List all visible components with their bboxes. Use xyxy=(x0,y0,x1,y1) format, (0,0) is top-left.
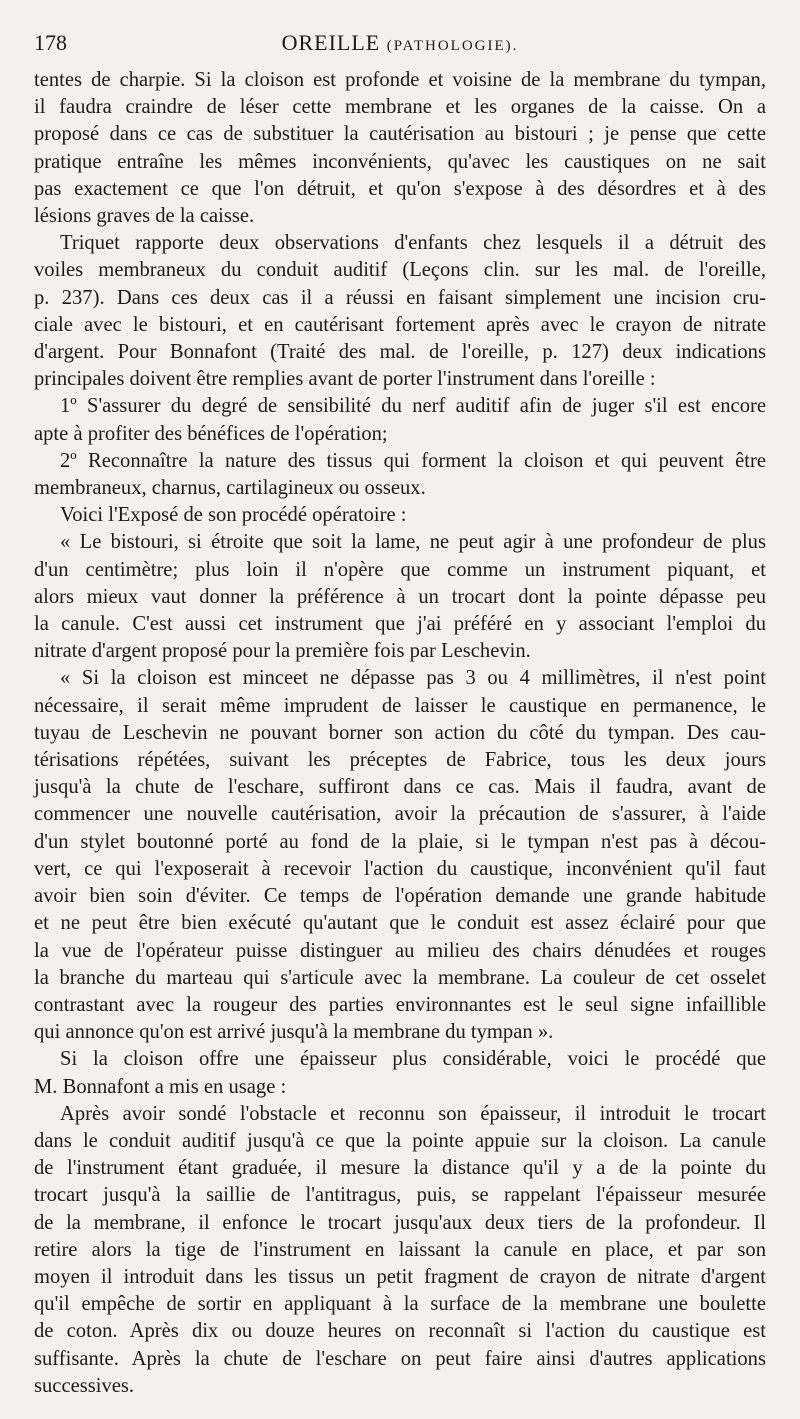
text-line: il faudra craindre de léser cette membrane et les organes de la caisse. On a xyxy=(34,96,766,119)
text-line: alors mieux vaut donner la préférence à un trocart dont la pointe dépasse peu xyxy=(34,585,766,608)
text-line: Après avoir sondé l'obstacle et reconnu son épaisseur, il introduit le trocart xyxy=(60,1102,766,1125)
text-line: d'un centimètre; plus loin il n'opère que comme un instrument piquant, et xyxy=(34,558,766,581)
text-line: jusqu'à la chute de l'eschare, suffiront dans ce cas. Mais il faudra, avant de xyxy=(34,776,766,799)
text-line: p. 237). Dans ces deux cas il a réussi en faisant simplement une incision cru- xyxy=(34,286,766,309)
text-line: avoir bien soin d'éviter. Ce temps de l'opération demande une grande habitude xyxy=(34,885,766,908)
text-line: M. Bonnafont a mis en usage : xyxy=(34,1075,287,1098)
text-line: principales doivent être remplies avant de porter l'instrument dans l'oreille : xyxy=(34,368,656,391)
text-line: de la membrane, il enfonce le trocart jusqu'aux deux tiers de la profondeur. Il xyxy=(34,1211,766,1234)
running-title-main: OREILLE xyxy=(281,30,381,55)
text-line: retire alors la tige de l'instrument en laissant la canule en place, et par son xyxy=(34,1238,766,1261)
page-body-text xyxy=(34,67,766,1400)
text-line: 1º S'assurer du degré de sensibilité du nerf auditif afin de juger s'il est encore xyxy=(60,395,766,418)
text-line: commencer une nouvelle cautérisation, avoir la précaution de s'assurer, à l'aide xyxy=(34,803,766,826)
text-line: « Si la cloison est minceet ne dépasse pas 3 ou 4 millimètres, il n'est point xyxy=(60,667,766,690)
text-line: apte à profiter des bénéfices de l'opération; xyxy=(34,422,388,445)
text-line: nitrate d'argent proposé pour la première fois par Leschevin. xyxy=(34,640,531,663)
text-line: pas exactement ce que l'on détruit, et qu'on s'expose à des désordres et à des xyxy=(34,177,766,200)
text-line: Voici l'Exposé de son procédé opératoire : xyxy=(60,504,407,527)
text-line: contrastant avec la rougeur des parties environnantes est le seul signe infaillible xyxy=(34,993,766,1016)
running-title xyxy=(34,30,766,56)
text-line: de coton. Après dix ou douze heures on reconnaît si l'action du caustique est xyxy=(34,1320,766,1343)
text-line: d'un stylet boutonné porté au fond de la plaie, si le tympan n'est pas à décou- xyxy=(34,830,766,853)
text-line: trocart jusqu'à la saillie de l'antitragus, puis, se rappelant l'épaisseur mesurée xyxy=(34,1184,766,1207)
running-header xyxy=(34,30,766,60)
text-line: lésions graves de la caisse. xyxy=(34,205,255,228)
text-line: d'argent. Pour Bonnafont (Traité des mal. de l'oreille, p. 127) deux indications xyxy=(34,341,766,364)
text-line: de l'instrument étant graduée, il mesure la distance qu'il y a de la pointe du xyxy=(34,1157,766,1180)
text-line: et ne peut être bien exécuté qu'autant que le conduit est assez éclairé pour que xyxy=(34,912,766,935)
text-line: nécessaire, il serait même imprudent de laisser le caustique en permanence, le xyxy=(34,694,766,717)
text-line: ciale avec le bistouri, et en cautérisant fortement après avec le crayon de nitrate xyxy=(34,313,766,336)
text-line: térisations répétées, suivant les préceptes de Fabrice, tous les deux jours xyxy=(34,749,766,772)
text-line: Triquet rapporte deux observations d'enfants chez lesquels il a détruit des xyxy=(60,232,766,255)
text-line: membraneux, charnus, cartilagineux ou osseux. xyxy=(34,477,426,500)
text-line: voiles membraneux du conduit auditif (Leçons clin. sur les mal. de l'oreille, xyxy=(34,259,766,282)
text-line: successives. xyxy=(34,1374,135,1397)
text-line: tuyau de Leschevin ne pouvant borner son action du côté du tympan. Des cau- xyxy=(34,721,766,744)
text-line: vert, ce qui l'exposerait à recevoir l'action du caustique, inconvénient qu'il faut xyxy=(34,857,766,880)
text-line: proposé dans ce cas de substituer la cautérisation au bistouri ; je pense que cette xyxy=(34,123,766,146)
text-line: suffisante. Après la chute de l'eschare on peut faire ainsi d'autres applications xyxy=(34,1347,766,1370)
text-line: « Le bistouri, si étroite que soit la lame, ne peut agir à une profondeur de plus xyxy=(60,531,766,554)
text-line: la branche du marteau qui s'articule avec la membrane. La couleur de cet osselet xyxy=(34,966,766,989)
page-number: 178 xyxy=(34,30,67,55)
text-line: la vue de l'opérateur puisse distinguer au milieu des chairs dénudées et rouges xyxy=(34,939,766,962)
text-line: moyen il introduit dans les tissus un petit fragment de crayon de nitrate d'argent xyxy=(34,1265,766,1288)
text-line: la canule. C'est aussi cet instrument que j'ai préféré en y associant l'emploi du xyxy=(34,613,766,636)
text-line: dans le conduit auditif jusqu'à ce que la pointe appuie sur la cloison. La canule xyxy=(34,1129,766,1152)
text-line: pratique entraîne les mêmes inconvénients, qu'avec les caustiques on ne sait xyxy=(34,150,766,173)
text-line: 2º Reconnaître la nature des tissus qui forment la cloison et qui peuvent être xyxy=(60,449,766,472)
text-line: qui annonce qu'on est arrivé jusqu'à la membrane du tympan ». xyxy=(34,1021,554,1044)
text-line: qu'il empêche de sortir en appliquant à la surface de la membrane une boulette xyxy=(34,1293,766,1316)
text-line: Si la cloison offre une épaisseur plus considérable, voici le procédé que xyxy=(60,1048,766,1071)
text-line: tentes de charpie. Si la cloison est profonde et voisine de la membrane du tympan, xyxy=(34,69,766,91)
running-title-sub: (PATHOLOGIE). xyxy=(386,38,519,54)
